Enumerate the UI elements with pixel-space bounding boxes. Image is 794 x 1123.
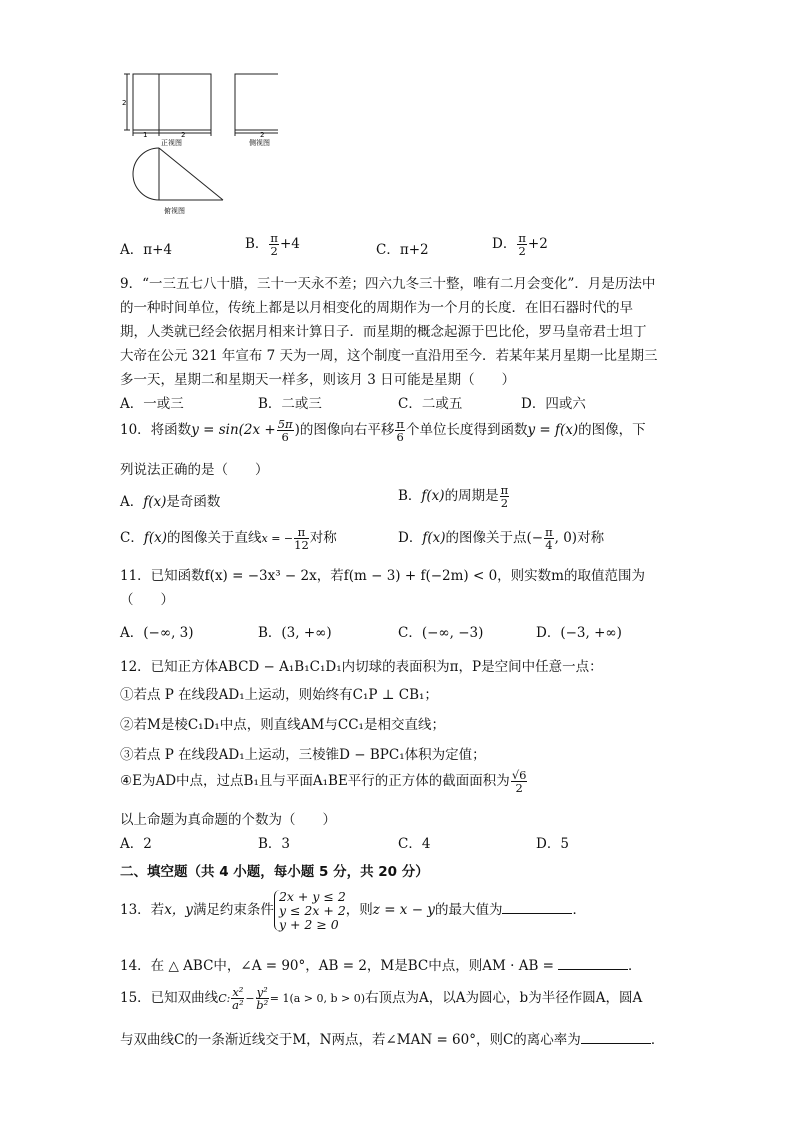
q9-option-a[interactable]: A．一或三	[120, 396, 184, 412]
q9-line-1: 9．“一三五七八十腊，三十一天永不差；四六九冬三十整，唯有二月会变化”．月是历法中	[120, 276, 656, 292]
q10-option-d[interactable]: D．f(x)的图像关于点(− $\frac{\pi}{4}$ , 0)对称	[398, 525, 605, 553]
q12-statement-2: ②若M是棱C₁D₁中点，则直线AM与CC₁是相交直线；	[120, 717, 445, 733]
q11-stem: 11．已知函数f(x) = −3x³ − 2x，若f(m − 3) + f(−2m) < 0，则实数m的取值范围为	[120, 568, 645, 584]
q10-option-b[interactable]: B．f(x)的周期是 $\frac{\pi}{2}$	[398, 483, 509, 511]
q8-option-b[interactable]	[245, 232, 300, 257]
q9-line-2: 的一种时间单位，传统上都是以月相变化的周期作为一个月的长度．在旧石器时代的早	[120, 300, 633, 316]
option-text: π+2	[399, 242, 429, 258]
q14-stem: 14．在 △ ABC中，∠A = 90°，AB = 2，M是BC中点，则AM · AB = ．	[120, 958, 642, 974]
q11-stem-line-2: （ ）	[120, 592, 174, 608]
dim-side-label: 2	[260, 131, 265, 139]
q12-option-d[interactable]: D．5	[536, 836, 569, 852]
q10-stem: 10．将函数y = sin(2x + $\frac{5\pi}{6}$ )的图像向右平移 $\frac{\pi}{6}$ 个单位长度得到函数y = f(x)的图像，下	[120, 417, 646, 445]
q8-option-c[interactable]	[376, 238, 429, 258]
answer-blank[interactable]	[558, 969, 628, 970]
section-heading: 二、填空题（共 4 小题，每小题 5 分，共 20 分）	[120, 864, 429, 880]
q8-option-a[interactable]	[120, 238, 172, 258]
q12-option-a[interactable]: A．2	[120, 836, 152, 852]
side-view-label: 侧视图	[249, 139, 270, 147]
front-view-label: 正视图	[161, 139, 182, 147]
q9-option-b[interactable]: B．二或三	[258, 396, 322, 412]
q12-option-c[interactable]: C．4	[398, 836, 431, 852]
answer-blank[interactable]	[502, 913, 572, 914]
q9-option-c[interactable]: C．二或五	[398, 396, 463, 412]
option-text: π+4	[143, 242, 173, 258]
option-label: D．	[492, 236, 517, 253]
q12-option-b[interactable]: B．3	[258, 836, 291, 852]
option-label: C．	[376, 242, 400, 258]
q13-stem: 13．若x，y满足约束条件 2x + y ≤ 2 y ≤ 2x + 2 y + 2 ≥ 0 ，则z = x − y的最大值为 ．	[120, 889, 586, 932]
q12-stem: 12．已知正方体ABCD − A₁B₁C₁D₁内切球的表面积为π，P是空间中任意一点：	[120, 659, 603, 675]
q9-line-4: 大帝在公元 321 年宣布 7 天为一周，这个制度一直沿用至今．若某年某月星期一比星期三	[120, 348, 658, 364]
q9-line-3: 期，人类就已经会依据月相来计算日子．而星期的概念起源于巴比伦，罗马皇帝君士坦丁	[120, 324, 647, 340]
option-label: A．	[120, 242, 144, 258]
q10-option-c[interactable]: C．f(x)的图像关于直线x = − $\frac{\pi}{12}$ 对称	[120, 525, 337, 553]
q10-option-a[interactable]: A．f(x)是奇函数	[120, 494, 221, 510]
q9-line-5: 多一天，星期二和星期天一样多，则该月 3 日可能是星期（ ）	[120, 372, 516, 388]
q15-stem-line-2: 与双曲线C的一条渐近线交于M，N两点，若∠MAN = 60°，则C的离心率为 ．	[120, 1032, 665, 1048]
q8-option-d[interactable]	[492, 232, 548, 257]
option-text: +4	[279, 236, 300, 253]
q15-stem: 15．已知双曲线C: $\frac{\text{x²}}{\text{a²}}$ − $\frac{\text{y²}}{\text{b²}}$ = 1(a > 0, b > 0)右顶点为A，以A为圆心，b为半径作圆A，圆A	[120, 985, 643, 1013]
option-text: +2	[527, 236, 548, 253]
q12-statement-3: ③若点 P 在线段AD₁上运动，三棱锥D − BPC₁体积为定值；	[120, 747, 486, 763]
q12-statement-4: ④E为AD中点，过点B₁且与平面A₁BE平行的正方体的截面面积为 $\frac{√6}{2}$	[120, 768, 527, 796]
option-label: B．	[245, 236, 269, 253]
top-view-label: 俯视图	[164, 207, 185, 215]
three-view-figure	[118, 66, 278, 218]
constraint-system: 2x + y ≤ 2 y ≤ 2x + 2 y + 2 ≥ 0	[274, 890, 346, 931]
dim-right-label: 2	[181, 131, 186, 139]
q11-option-d[interactable]: D．(−3, +∞)	[536, 625, 622, 641]
q11-option-b[interactable]: B．(3, +∞)	[258, 625, 332, 641]
q9-option-d[interactable]: D．四或六	[521, 396, 586, 412]
q12-statement-1: ①若点 P 在线段AD₁上运动，则始终有C₁P ⊥ CB₁；	[120, 687, 438, 703]
dim-left-label: 1	[143, 131, 148, 139]
q11-option-c[interactable]: C．(−∞, −3)	[398, 625, 484, 641]
q12-question: 以上命题为真命题的个数为（ ）	[120, 812, 336, 828]
q11-option-a[interactable]: A．(−∞, 3)	[120, 625, 194, 641]
dim-height-label: 2	[122, 99, 127, 107]
q10-stem-line-2: 列说法正确的是（ ）	[120, 462, 269, 478]
fraction: $\frac{\pi}{2}$	[270, 231, 278, 259]
answer-blank[interactable]	[581, 1043, 651, 1044]
fraction: $\frac{\pi}{2}$	[518, 231, 526, 259]
